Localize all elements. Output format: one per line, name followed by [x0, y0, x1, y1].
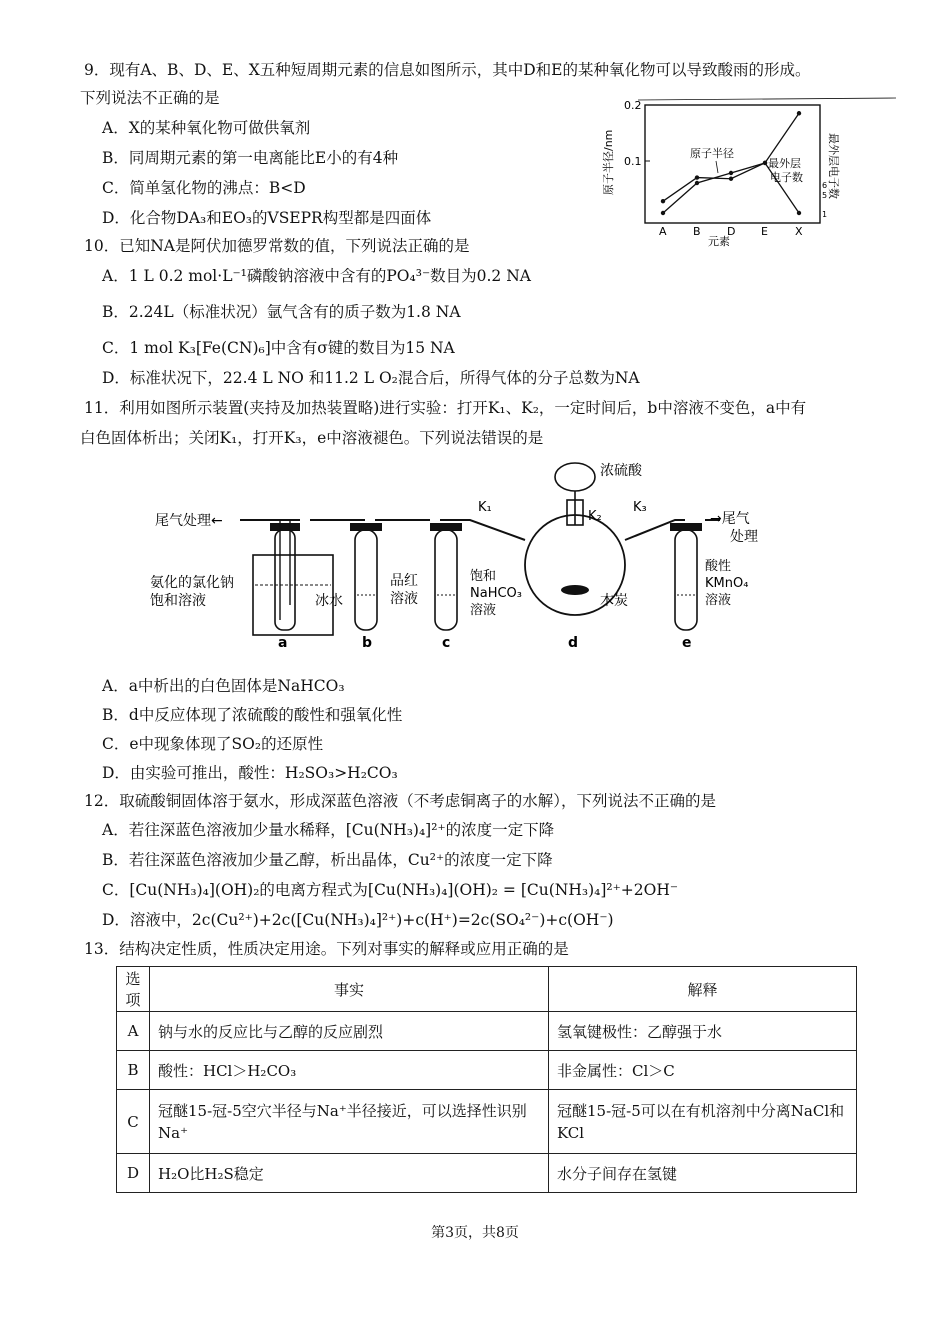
table-row [117, 1090, 857, 1154]
label-d: d [568, 635, 579, 651]
q11-stem-2: 白色固体析出；关闭K₁，打开K₃，e中溶液褪色。下列说法错误的是 [80, 429, 544, 447]
tail-gas-right-2: 处理 [730, 529, 758, 545]
test-tube-b [355, 530, 377, 630]
page-footer: 第3页，共8页 [431, 1225, 519, 1241]
x-tick-label-E: E [761, 225, 768, 238]
connecting-tubes [240, 520, 685, 540]
legend-electrons-2: 电子数 [770, 171, 803, 184]
q10-stem: 10．已知NA是阿伏加德罗常数的值，下列说法正确的是 [84, 237, 470, 255]
row-explanation: 水分子间存在氢键 [549, 1154, 857, 1193]
q9-element-chart [598, 95, 898, 265]
q10-option-b: B．2.24L（标准状况）氩气含有的质子数为1.8 NA [102, 303, 461, 321]
y-right-tick-5: 5 [822, 191, 828, 200]
row-option: C [117, 1090, 150, 1154]
q9-stem-2: 下列说法不正确的是 [80, 89, 220, 107]
y-right-axis-label: 最外层电子数 [827, 133, 840, 199]
point-radius-X [797, 111, 801, 115]
q11-option-d: D．由实验可推出，酸性：H₂SO₃>H₂CO₃ [102, 764, 398, 782]
legend-radius-leader [716, 161, 718, 173]
label-b: b [362, 635, 373, 651]
c-solution-label: 饱和 [470, 569, 497, 584]
b-solution-label: 品红 [390, 573, 418, 589]
tube-a-inner [280, 520, 290, 620]
row-fact: 钠与水的反应比与乙醇的反应剧烈 [150, 1012, 549, 1051]
a-solution-label-2: 饱和溶液 [150, 593, 206, 609]
x-tick-label-X: X [795, 225, 803, 238]
q9-option-d: D．化合物DA₃和EO₃的VSEPR构型都是四面体 [102, 209, 432, 227]
row-explanation: 非金属性：Cl＞C [549, 1051, 857, 1090]
label-e: e [682, 635, 692, 651]
point-electrons-B [695, 181, 699, 185]
test-tube-c [435, 530, 457, 630]
c-solution-label-2: NaHCO₃ [470, 586, 522, 601]
y-tick-0-2: 0.2 [624, 99, 642, 112]
charcoal-label: 木炭 [600, 593, 628, 609]
x-tick-label-D: D [727, 225, 736, 238]
q11-stem: 11．利用如图所示装置(夹持及加热装置略)进行实验：打开K₁、K₂，一定时间后，b中溶液不变色，a中有 [84, 399, 807, 417]
q12-stem: 12．取硫酸铜固体溶于氨水，形成深蓝色溶液（不考虑铜离子的水解），下列说法不正确的是 [84, 792, 716, 810]
valve-k3: K₃ [633, 500, 647, 515]
tail-gas-right: →尾气 [710, 511, 750, 527]
valve-k1: K₁ [478, 500, 492, 515]
stopper-e [670, 523, 702, 531]
q11-option-a: A．a中析出的白色固体是NaHCO₃ [102, 677, 345, 695]
chart-top-line [638, 98, 896, 100]
y-tick-0-1: 0.1 [624, 155, 642, 168]
x-tick-label-B: B [693, 225, 701, 238]
header-explanation: 解释 [549, 967, 857, 1012]
row-option: A [117, 1012, 150, 1051]
label-a: a [278, 635, 288, 651]
q10-option-d: D．标准状况下，22.4 L NO 和11.2 L O₂混合后，所得气体的分子总数为NA [102, 369, 640, 387]
q11-option-c: C．e中现象体现了SO₂的还原性 [102, 735, 324, 753]
table-row [117, 1012, 857, 1051]
row-explanation: 氢氧键极性：乙醇强于水 [549, 1012, 857, 1051]
y-left-axis-label: 原子半径/nm [602, 129, 615, 195]
row-fact: H₂O比H₂S稳定 [150, 1154, 549, 1193]
header-option: 选项 [117, 967, 150, 1012]
q9-option-c: C．简单氢化物的沸点：B<D [102, 179, 306, 197]
e-solution-label: 酸性 [705, 559, 732, 574]
point-radius-A [661, 199, 665, 203]
row-explanation: 冠醚15-冠-5可以在有机溶剂中分离NaCl和KCl [549, 1090, 857, 1154]
charcoal-lump [561, 585, 589, 595]
test-tube-a [275, 530, 295, 630]
b-solution-label-2: 溶液 [390, 591, 418, 607]
valve-k2: K₂ [588, 509, 602, 524]
stopper-a [270, 523, 300, 531]
point-radius-B [695, 175, 699, 179]
q11-option-b: B．d中反应体现了浓硫酸的酸性和强氧化性 [102, 706, 403, 724]
q12-option-b: B．若往深蓝色溶液加少量乙醇，析出晶体，Cu²⁺的浓度一定下降 [102, 851, 553, 869]
table-row [117, 1154, 857, 1193]
stopper-b [350, 523, 382, 531]
y-right-tick-6: 6 [822, 181, 828, 190]
test-tube-e [675, 530, 697, 630]
stopper-c [430, 523, 462, 531]
q12-option-d: D．溶液中，2c(Cu²⁺)+2c([Cu(NH₃)₄]²⁺)+c(H⁺)=2c(SO₄²⁻)+c(OH⁻) [102, 911, 614, 929]
q13-table [116, 966, 857, 1193]
table-header-row [117, 967, 857, 1012]
q9-stem: 9．现有A、B、D、E、X五种短周期元素的信息如图所示，其中D和E的某种氧化物可以导致酸雨的形成。 [84, 61, 811, 79]
point-electrons-D [729, 171, 733, 175]
header-fact: 事实 [150, 967, 549, 1012]
row-fact: 酸性：HCl＞H₂CO₃ [150, 1051, 549, 1090]
point-electrons-E [763, 161, 767, 165]
q10-option-a: A．1 L 0.2 mol·L⁻¹磷酸钠溶液中含有的PO₄³⁻数目为0.2 NA [102, 267, 531, 285]
e-solution-label-3: 溶液 [705, 593, 732, 608]
legend-radius: 原子半径 [690, 147, 734, 160]
q11-apparatus-diagram [130, 455, 830, 655]
conc-sulfuric-acid-label: 浓硫酸 [600, 463, 642, 479]
row-option: D [117, 1154, 150, 1193]
q9-option-a: A．X的某种氧化物可做供氧剂 [102, 119, 311, 137]
row-fact: 冠醚15-冠-5空穴半径与Na⁺半径接近，可以选择性识别Na⁺ [150, 1090, 549, 1154]
q12-option-a: A．若往深蓝色溶液加少量水稀释，[Cu(NH₃)₄]²⁺的浓度一定下降 [102, 821, 555, 839]
x-axis-label: 元素 [708, 235, 730, 248]
label-c: c [442, 635, 451, 651]
point-electrons-A [661, 211, 665, 215]
point-radius-D [729, 177, 733, 181]
e-solution-label-2: KMnO₄ [705, 576, 749, 591]
table-row [117, 1051, 857, 1090]
q12-option-c: C．[Cu(NH₃)₄](OH)₂的电离方程式为[Cu(NH₃)₄](OH)₂ = [Cu(NH₃)₄]²⁺+2OH⁻ [102, 881, 679, 899]
a-solution-label: 氨化的氯化钠 [150, 575, 234, 591]
dropping-funnel [555, 463, 595, 491]
row-option: B [117, 1051, 150, 1090]
tail-gas-left: 尾气处理← [155, 513, 223, 529]
c-solution-label-3: 溶液 [470, 603, 497, 618]
y-right-tick-1: 1 [822, 210, 828, 219]
q10-option-c: C．1 mol K₃[Fe(CN)₆]中含有σ键的数目为15 NA [102, 339, 455, 357]
q9-option-b: B．同周期元素的第一电离能比E小的有4种 [102, 149, 399, 167]
x-tick-label-A: A [659, 225, 667, 238]
point-electrons-X [797, 211, 801, 215]
q13-stem: 13．结构决定性质，性质决定用途。下列对事实的解释或应用正确的是 [84, 940, 569, 958]
legend-electrons-1: 最外层 [768, 157, 801, 170]
ice-water-label: 冰水 [315, 593, 343, 609]
